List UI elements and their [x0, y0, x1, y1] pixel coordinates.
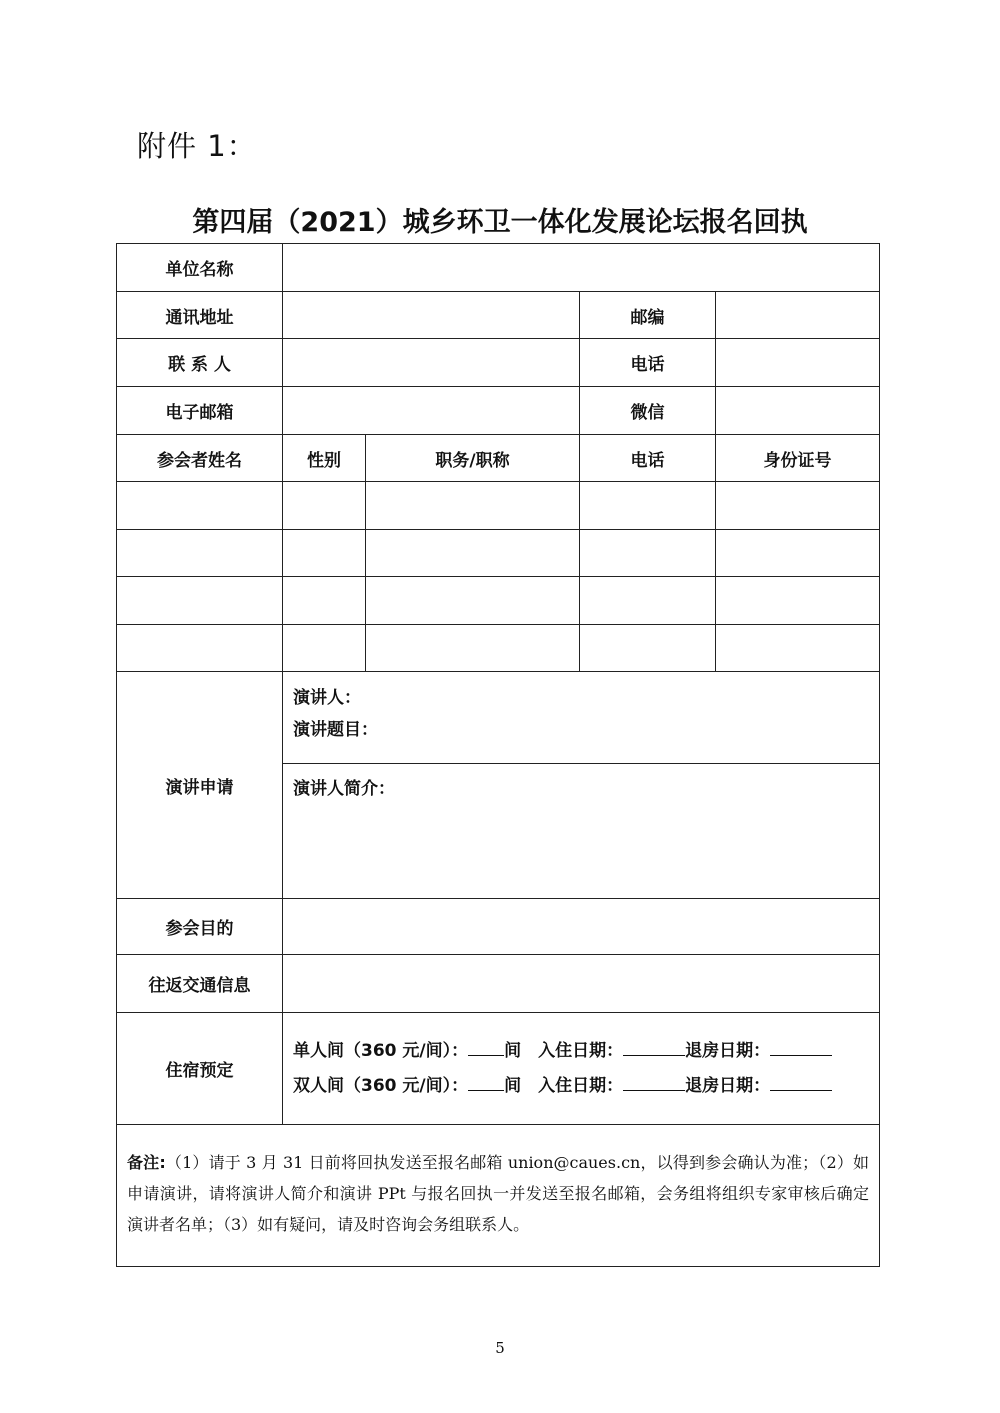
wechat-label: 微信: [580, 387, 716, 435]
email-label: 电子邮箱: [117, 387, 283, 435]
participant-name-cell[interactable]: [117, 577, 283, 625]
contact-label: 联 系 人: [117, 339, 283, 387]
room-unit: 间: [504, 1075, 522, 1096]
participant-id-cell[interactable]: [716, 577, 880, 625]
page-title: 第四届（2021）城乡环卫一体化发展论坛报名回执: [192, 207, 808, 238]
double-room-line: [293, 1069, 879, 1104]
phone-label: 电话: [580, 339, 716, 387]
double-checkout-blank[interactable]: [770, 1074, 832, 1091]
speech-speaker-topic-cell[interactable]: [283, 672, 880, 764]
single-room-count-blank[interactable]: [468, 1039, 504, 1056]
address-field[interactable]: [283, 292, 580, 339]
participant-gender-cell[interactable]: [283, 625, 366, 672]
participant-phone-cell[interactable]: [580, 482, 716, 530]
participant-id-cell[interactable]: [716, 625, 880, 672]
transport-field[interactable]: [283, 955, 880, 1013]
single-checkout-label: 退房日期：: [685, 1040, 771, 1061]
participant-gender-cell[interactable]: [283, 482, 366, 530]
organization-field[interactable]: [283, 244, 880, 292]
double-room-label: 双人间（360 元/间）：: [293, 1075, 469, 1096]
double-room-count-blank[interactable]: [468, 1074, 504, 1091]
participant-name-header: 参会者姓名: [117, 435, 283, 482]
speech-speaker-label: 演讲人：: [293, 688, 361, 708]
single-checkout-blank[interactable]: [770, 1039, 832, 1056]
speech-bio-label: 演讲人简介：: [293, 779, 395, 799]
participant-position-cell[interactable]: [366, 577, 580, 625]
participant-name-cell[interactable]: [117, 530, 283, 577]
participant-gender-header: 性别: [283, 435, 366, 482]
participant-position-cell[interactable]: [366, 530, 580, 577]
attachment-label: 附件 1：: [137, 129, 257, 163]
single-room-label: 单人间（360 元/间）：: [293, 1040, 469, 1061]
single-checkin-label: 入住日期：: [538, 1040, 624, 1061]
speech-application-label: 演讲申请: [117, 672, 283, 899]
single-room-line: [293, 1034, 879, 1069]
room-unit: 间: [504, 1040, 522, 1061]
contact-field[interactable]: [283, 339, 580, 387]
notes-cell: [117, 1125, 880, 1267]
double-checkin-blank[interactable]: [623, 1074, 685, 1091]
postcode-field[interactable]: [716, 292, 880, 339]
postcode-label: 邮编: [580, 292, 716, 339]
purpose-field[interactable]: [283, 899, 880, 955]
participant-row: [117, 482, 880, 530]
wechat-field[interactable]: [716, 387, 880, 435]
participant-phone-cell[interactable]: [580, 530, 716, 577]
organization-label: 单位名称: [117, 244, 283, 292]
single-checkin-blank[interactable]: [623, 1039, 685, 1056]
phone-field[interactable]: [716, 339, 880, 387]
participant-position-cell[interactable]: [366, 482, 580, 530]
participant-row: [117, 577, 880, 625]
participant-row: [117, 625, 880, 672]
lodging-label: 住宿预定: [117, 1013, 283, 1125]
participant-name-cell[interactable]: [117, 625, 283, 672]
transport-label: 往返交通信息: [117, 955, 283, 1013]
speech-topic-label: 演讲题目：: [293, 720, 378, 741]
address-label: 通讯地址: [117, 292, 283, 339]
page-number: 5: [495, 1339, 505, 1357]
participant-position-header: 职务/职称: [366, 435, 580, 482]
participant-id-header: 身份证号: [716, 435, 880, 482]
registration-form-table: [116, 243, 880, 1267]
participant-phone-cell[interactable]: [580, 625, 716, 672]
participant-id-cell[interactable]: [716, 530, 880, 577]
double-checkout-label: 退房日期：: [685, 1075, 771, 1096]
double-checkin-label: 入住日期：: [538, 1075, 624, 1096]
participant-phone-cell[interactable]: [580, 577, 716, 625]
participant-gender-cell[interactable]: [283, 530, 366, 577]
lodging-cell: [283, 1013, 880, 1125]
notes-label: 备注:: [127, 1153, 166, 1172]
participant-name-cell[interactable]: [117, 482, 283, 530]
notes-text: （1）请于 3 月 31 日前将回执发送至报名邮箱 union@caues.cn，以得到参会确认为准；（2）如申请演讲，请将演讲人简介和演讲 PPt 与报名回执一并发送至报名邮箱，会务组将组织专家审核后确定演讲者名单；（3）如有疑问，请及时咨询会务组联系人。: [127, 1153, 869, 1235]
participant-position-cell[interactable]: [366, 625, 580, 672]
participant-id-cell[interactable]: [716, 482, 880, 530]
speech-bio-cell[interactable]: [283, 764, 880, 899]
purpose-label: 参会目的: [117, 899, 283, 955]
participant-row: [117, 530, 880, 577]
email-field[interactable]: [283, 387, 580, 435]
participant-phone-header: 电话: [580, 435, 716, 482]
participant-gender-cell[interactable]: [283, 577, 366, 625]
